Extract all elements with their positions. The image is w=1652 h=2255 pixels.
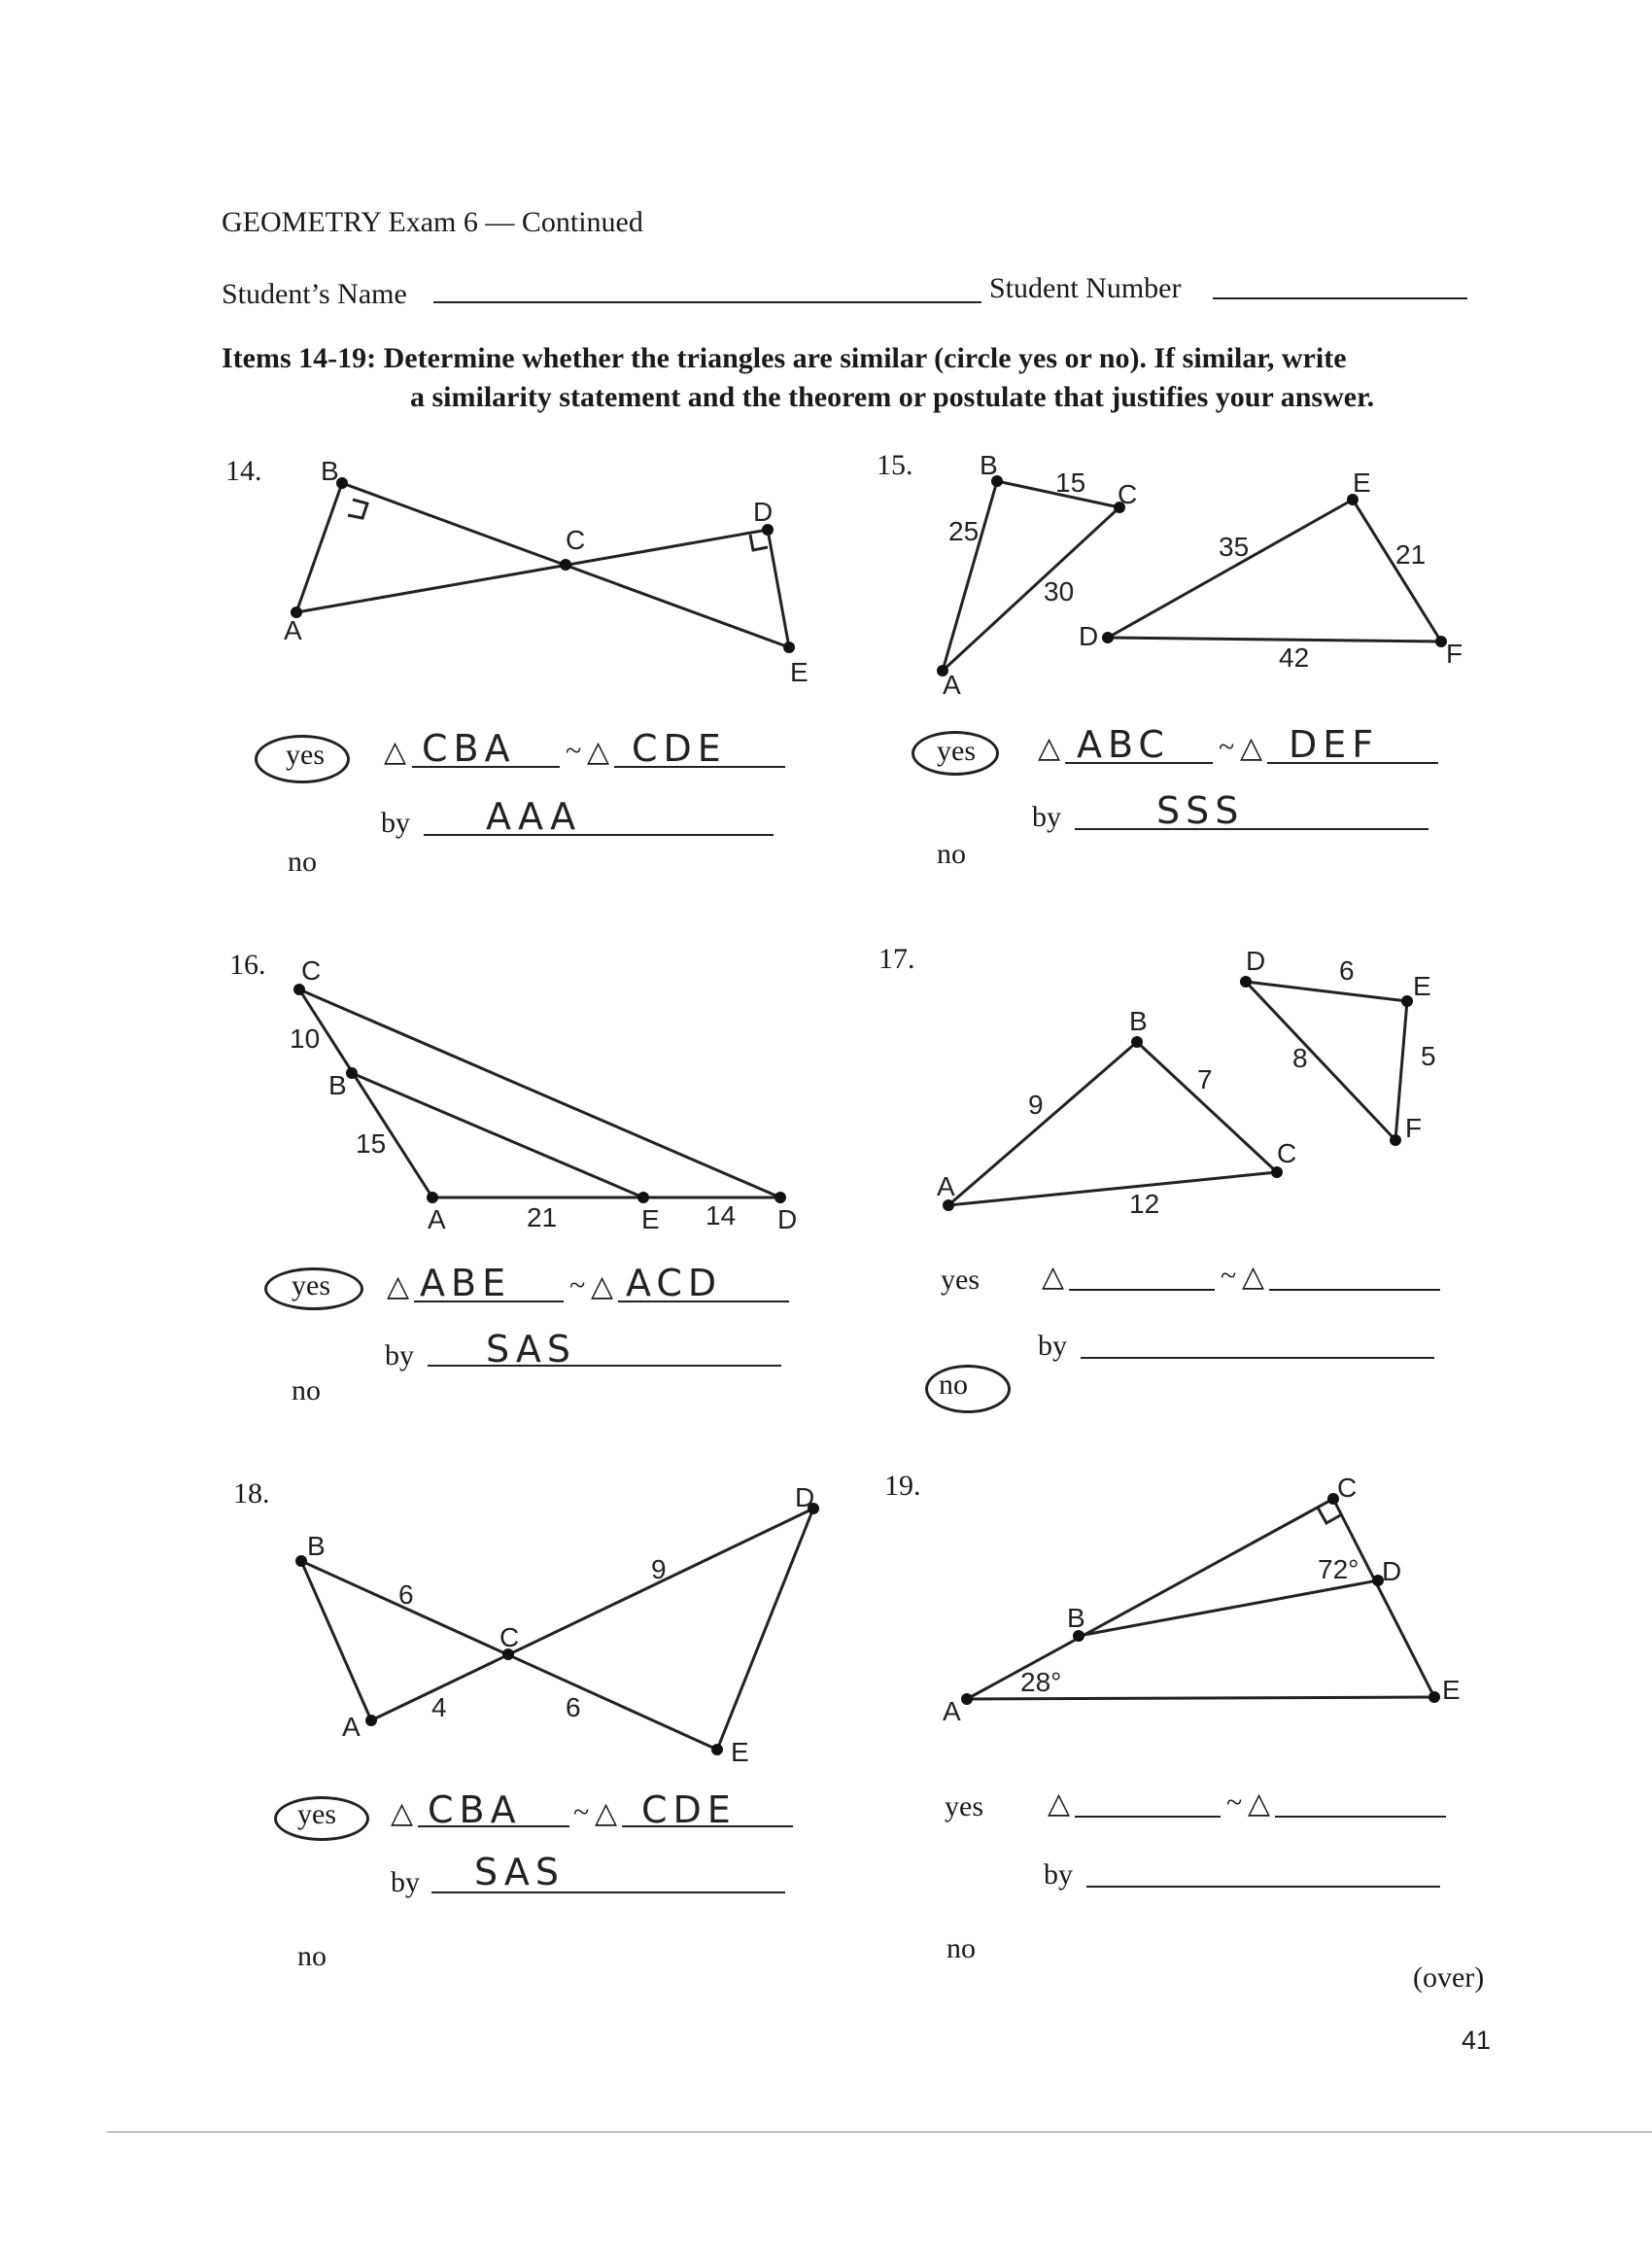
p15-measure-ab: 25	[948, 516, 980, 546]
p19-yes[interactable]: yes	[945, 1790, 983, 1822]
p15-label-C: C	[1118, 479, 1138, 509]
p18-measure-ac: 4	[431, 1692, 447, 1722]
problem-17-number: 17.	[878, 943, 915, 975]
page-title: GEOMETRY Exam 6 — Continued	[222, 206, 643, 238]
p14-by: by	[381, 807, 410, 839]
p15-label-E: E	[1353, 468, 1371, 498]
p15-triangle-2: △	[1240, 732, 1263, 764]
p17-measure-ac: 12	[1129, 1189, 1160, 1219]
problem-16-number: 16.	[229, 949, 266, 981]
p14-label-D: D	[753, 497, 774, 527]
p15-measure-df: 42	[1279, 642, 1310, 673]
p16-tri2-answer: ACD	[626, 1262, 723, 1304]
p14-yes[interactable]: yes	[286, 739, 325, 771]
p18-no[interactable]: no	[297, 1940, 327, 1972]
p17-yes[interactable]: yes	[941, 1264, 980, 1296]
p19-triangle-1: △	[1048, 1787, 1071, 1820]
p15-tri1-answer: ABC	[1077, 723, 1170, 766]
instructions-lead: Items 14-19:	[222, 342, 377, 374]
p14-similar: ~	[566, 735, 582, 767]
p18-triangle-2: △	[595, 1797, 618, 1829]
p15-measure-ac: 30	[1044, 576, 1075, 607]
p18-label-B: B	[307, 1531, 326, 1561]
p17-label-C: C	[1277, 1138, 1297, 1168]
student-number-label: Student Number	[989, 272, 1182, 304]
p18-tri1-answer: CBA	[428, 1788, 522, 1831]
p19-tri1-field[interactable]	[1075, 1816, 1221, 1818]
p15-yes[interactable]: yes	[937, 735, 976, 767]
p16-measure-ae: 21	[527, 1202, 558, 1232]
p18-label-C: C	[499, 1622, 520, 1652]
p18-by: by	[391, 1866, 420, 1898]
p16-similar: ~	[569, 1269, 586, 1301]
p15-label-D: D	[1079, 621, 1099, 651]
p14-triangle-2: △	[587, 736, 610, 768]
p16-no[interactable]: no	[292, 1374, 321, 1406]
p17-measure-ab: 9	[1028, 1090, 1044, 1120]
student-name-label: Student’s Name	[222, 278, 407, 310]
p17-label-B: B	[1129, 1006, 1148, 1036]
p15-label-A: A	[943, 670, 961, 700]
p16-label-A: A	[428, 1204, 446, 1234]
problem-18-number: 18.	[233, 1477, 270, 1509]
p17-label-F: F	[1405, 1113, 1423, 1143]
p16-label-C: C	[301, 955, 322, 986]
p18-tri2-answer: CDE	[641, 1788, 737, 1831]
p19-tri2-field[interactable]	[1275, 1816, 1446, 1818]
p15-by-answer: SSS	[1156, 789, 1245, 832]
p15-no[interactable]: no	[937, 838, 966, 870]
p15-measure-bc: 15	[1055, 468, 1086, 498]
p19-angle-d: 72°	[1318, 1554, 1359, 1584]
p17-triangle-2: △	[1242, 1261, 1265, 1293]
p19-similar: ~	[1226, 1787, 1243, 1819]
p14-tri2-answer: CDE	[632, 727, 727, 770]
p18-triangle-1: △	[391, 1797, 414, 1829]
p17-no[interactable]: no	[939, 1369, 968, 1401]
p18-measure-bc: 6	[398, 1579, 414, 1610]
p15-similar: ~	[1219, 731, 1235, 763]
p16-triangle-1: △	[387, 1270, 410, 1302]
p14-triangle-1: △	[384, 736, 407, 768]
p19-label-A: A	[943, 1696, 961, 1726]
p19-label-C: C	[1337, 1473, 1358, 1503]
p16-label-E: E	[641, 1204, 660, 1234]
p16-measure-ba: 15	[356, 1128, 387, 1159]
p16-yes[interactable]: yes	[292, 1269, 330, 1301]
p18-yes[interactable]: yes	[297, 1798, 336, 1830]
p16-label-D: D	[777, 1204, 798, 1234]
p17-label-D: D	[1246, 946, 1266, 976]
p19-label-E: E	[1442, 1675, 1461, 1705]
p15-measure-de: 35	[1219, 532, 1250, 562]
p17-label-E: E	[1413, 971, 1431, 1001]
p18-label-A: A	[342, 1712, 361, 1742]
p18-measure-cd: 9	[651, 1554, 667, 1584]
page-bottom-rule	[107, 2132, 1652, 2133]
p15-label-F: F	[1446, 639, 1463, 669]
p14-by-answer: AAA	[486, 795, 582, 838]
p17-label-A: A	[937, 1171, 955, 1201]
page-number: 41	[1462, 2026, 1492, 2055]
p19-angle-a: 28°	[1020, 1667, 1062, 1697]
p17-measure-df: 8	[1292, 1043, 1308, 1073]
over-note: (over)	[1413, 1961, 1485, 1994]
p17-triangle-1: △	[1042, 1261, 1065, 1293]
p19-triangle-2: △	[1248, 1787, 1271, 1820]
p19-label-B: B	[1067, 1603, 1085, 1633]
p16-by-answer: SAS	[486, 1328, 576, 1370]
p19-label-D: D	[1382, 1556, 1402, 1586]
p16-measure-cb: 10	[290, 1023, 321, 1054]
p17-similar: ~	[1221, 1260, 1237, 1292]
p16-triangle-2: △	[591, 1270, 614, 1302]
p14-label-A: A	[284, 615, 302, 645]
p14-no[interactable]: no	[288, 846, 317, 878]
p19-by: by	[1044, 1858, 1073, 1891]
p19-no[interactable]: no	[946, 1932, 976, 1964]
p17-measure-de: 6	[1339, 955, 1355, 986]
p16-by: by	[385, 1339, 414, 1371]
p16-label-B: B	[328, 1070, 347, 1100]
p14-label-B: B	[321, 456, 339, 486]
p16-tri1-answer: ABE	[420, 1262, 512, 1304]
problem-19-number: 19.	[884, 1470, 921, 1502]
p18-similar: ~	[573, 1796, 590, 1828]
p14-label-C: C	[566, 525, 586, 555]
p15-triangle-1: △	[1038, 732, 1061, 764]
p19-by-field[interactable]	[1086, 1886, 1440, 1888]
p17-measure-ef: 5	[1421, 1041, 1436, 1071]
p18-label-D: D	[795, 1482, 815, 1512]
problem-15-number: 15.	[877, 449, 913, 481]
p14-label-E: E	[790, 657, 809, 687]
p15-tri2-answer: DEF	[1289, 723, 1380, 766]
p18-by-answer: SAS	[474, 1851, 565, 1893]
p17-by: by	[1038, 1330, 1067, 1362]
p15-measure-ef: 21	[1395, 539, 1427, 570]
p17-measure-bc: 7	[1197, 1064, 1213, 1094]
instructions-line1: Determine whether the triangles are similar (circle yes or no). If similar, write	[383, 342, 1347, 374]
instructions-line2: a similarity statement and the theorem or postulate that justifies your answer.	[410, 381, 1375, 413]
p18-label-E: E	[731, 1737, 749, 1767]
p18-measure-ce: 6	[566, 1692, 581, 1722]
p15-label-B: B	[980, 450, 998, 480]
p15-by: by	[1032, 801, 1061, 833]
problem-14-number: 14.	[225, 455, 262, 487]
p14-tri1-answer: CBA	[422, 727, 516, 770]
p16-measure-ed: 14	[706, 1200, 737, 1231]
